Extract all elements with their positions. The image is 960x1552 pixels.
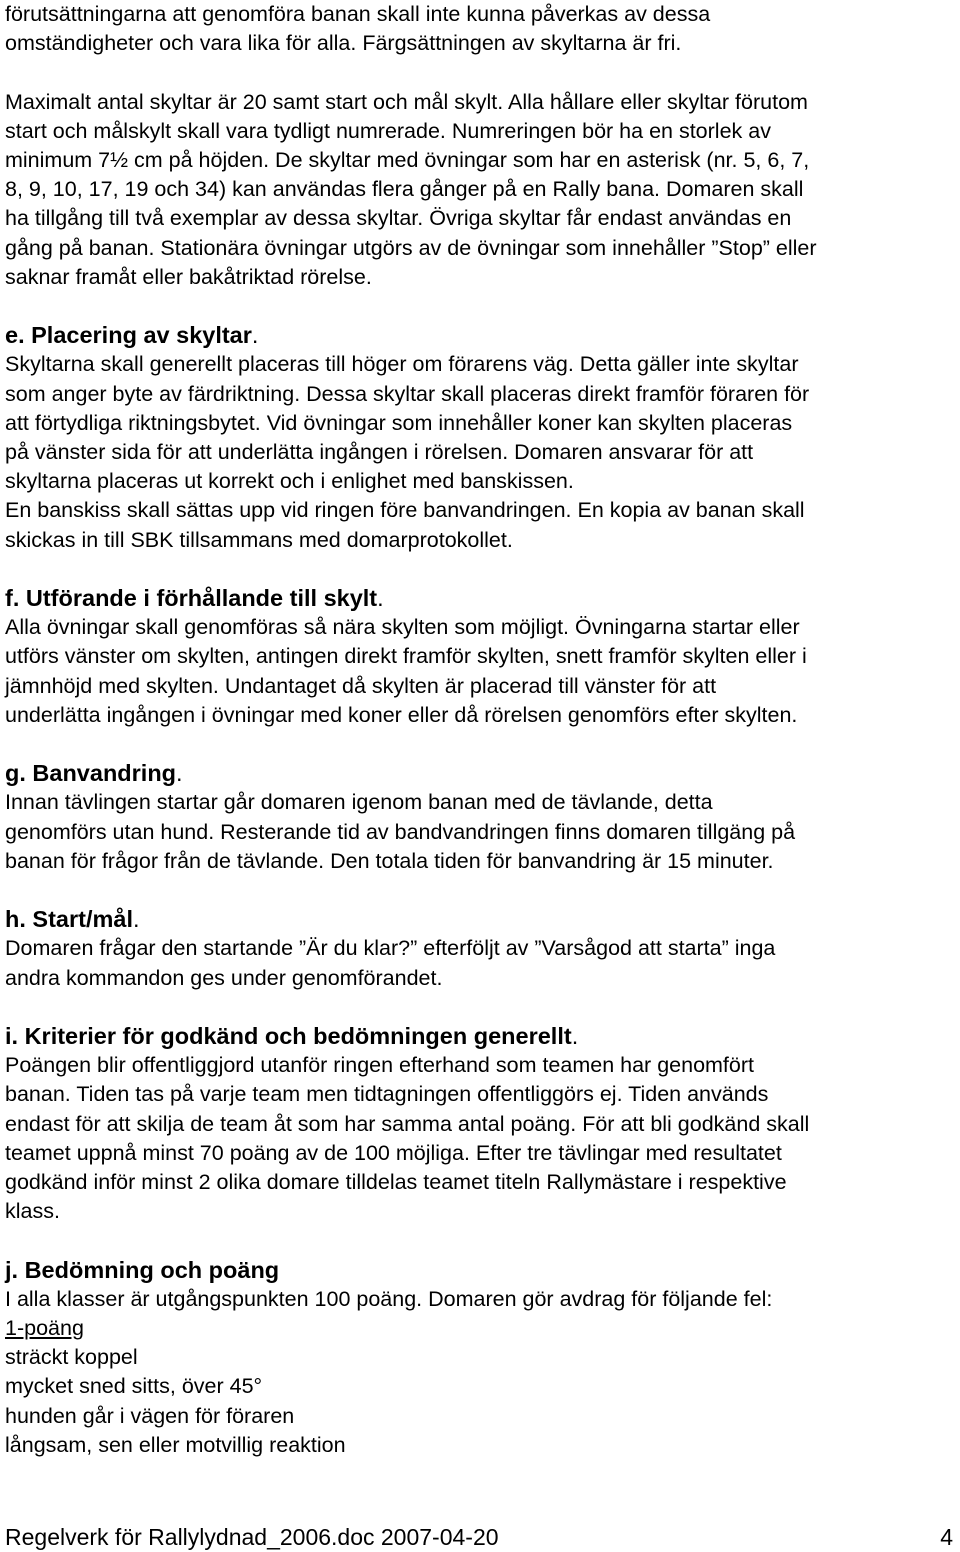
text-line: jämnhöjd med skylten. Undantaget då skylten är placerad till vänster för att: [5, 673, 717, 698]
text-line: banan för frågor från de tävlande. Den totala tiden för banvandring är 15 minuter.: [5, 848, 774, 873]
section-j: [5, 1256, 953, 1460]
section-i: [5, 1022, 953, 1226]
section-heading: e. Placering av skyltar.: [5, 322, 259, 349]
text-line: Maximalt antal skyltar är 20 samt start och mål skylt. Alla hållare eller skyltar förutom: [5, 89, 808, 114]
text-line: gång på banan. Stationära övningar utgörs av de övningar som innehåller ”Stop” eller: [5, 235, 817, 260]
text-line: klass.: [5, 1199, 60, 1224]
section-g: [5, 759, 953, 876]
text-line: underlätta ingången i övningar med koner eller då rörelsen genomförs efter skylten.: [5, 702, 798, 727]
list-item: mycket sned sitts, över 45°: [5, 1374, 263, 1399]
text-line: Alla övningar skall genomföras så nära skylten som möjligt. Övningarna startar eller: [5, 615, 800, 640]
page-footer: [5, 1522, 953, 1552]
intro-section: [5, 0, 953, 292]
text-line: andra kommandon ges under genomförandet.: [5, 965, 443, 990]
section-h: [5, 905, 953, 993]
text-line: En banskiss skall sättas upp vid ringen före banvandringen. En kopia av banan skall: [5, 498, 805, 523]
section-heading: f. Utförande i förhållande till skylt.: [5, 585, 384, 612]
text-line: omständigheter och vara lika för alla. Färgsättningen av skyltarna är fri.: [5, 31, 682, 56]
section-heading: h. Start/mål.: [5, 906, 140, 933]
section-heading: g. Banvandring.: [5, 760, 183, 787]
section-heading: j. Bedömning och poäng: [5, 1256, 280, 1283]
text-line: att förtydliga riktningsbytet. Vid övningar som innehåller koner kan skylten placeras: [5, 410, 793, 435]
text-line: 8, 9, 10, 17, 19 och 34) kan användas flera gånger på en Rally bana. Domaren skall: [5, 177, 804, 202]
text-line: genomförs utan hund. Resterande tid av bandvandringen finns domaren tillgäng på: [5, 819, 796, 844]
document-page: [5, 0, 953, 1460]
text-line: ha tillgång till två exemplar av dessa skyltar. Övriga skyltar får endast användas en: [5, 206, 792, 231]
section-f: [5, 584, 953, 730]
text-line: skyltarna placeras ut korrekt och i enlighet med banskissen.: [5, 469, 574, 494]
text-line: start och målskylt skall vara tydligt numrerade. Numreringen bör ha en storlek av: [5, 118, 771, 143]
list-item: hunden går i vägen för föraren: [5, 1403, 295, 1428]
text-line: endast för att skilja de team åt som har samma antal poäng. För att bli godkänd skall: [5, 1111, 810, 1136]
text-line: Domaren frågar den startande ”Är du klar?” efterföljt av ”Varsågod att starta” inga: [5, 936, 776, 961]
text-line: minimum 7½ cm på höjden. De skyltar med övningar som har en asterisk (nr. 5, 6, 7,: [5, 148, 810, 172]
footer-filename: Regelverk för Rallylydnad_2006.doc 2007-04-20: [5, 1524, 499, 1550]
text-line: som anger byte av färdriktning. Dessa skyltar skall placeras direkt framför föraren för: [5, 381, 810, 406]
text-line: förutsättningarna att genomföra banan skall inte kunna påverkas av dessa: [5, 2, 711, 26]
text-line: saknar framåt eller bakåtriktad rörelse.: [5, 264, 372, 289]
list-item: långsam, sen eller motvillig reaktion: [5, 1432, 346, 1457]
list-item: sträckt koppel: [5, 1345, 138, 1370]
section-e: [5, 321, 953, 555]
text-line: teamet uppnå minst 70 poäng av de 100 möjliga. Efter tre tävlingar med resultatet: [5, 1140, 782, 1165]
subheading-1-poang: 1-poäng: [5, 1316, 84, 1341]
text-line: banan. Tiden tas på varje team men tidtagningen offentliggörs ej. Tiden används: [5, 1082, 769, 1107]
text-line: Skyltarna skall generellt placeras till höger om förarens väg. Detta gäller inte skyltar: [5, 352, 799, 377]
page-number: 4: [940, 1524, 953, 1550]
text-line: Innan tävlingen startar går domaren igenom banan med de tävlande, detta: [5, 790, 713, 815]
text-line: utförs vänster om skylten, antingen direkt framför skylten, snett framför skylten eller i: [5, 644, 807, 669]
section-heading: i. Kriterier för godkänd och bedömningen generellt.: [5, 1023, 579, 1050]
text-line: Poängen blir offentliggjord utanför ringen efterhand som teamen har genomfört: [5, 1053, 754, 1078]
text-line: I alla klasser är utgångspunkten 100 poäng. Domaren gör avdrag för följande fel:: [5, 1286, 773, 1311]
text-line: skickas in till SBK tillsammans med domarprotokollet.: [5, 527, 513, 552]
text-line: på vänster sida för att underlätta ingången i rörelsen. Domaren ansvarar för att: [5, 440, 754, 465]
text-line: godkänd inför minst 2 olika domare tilldelas teamet titeln Rallymästare i respektive: [5, 1170, 787, 1195]
